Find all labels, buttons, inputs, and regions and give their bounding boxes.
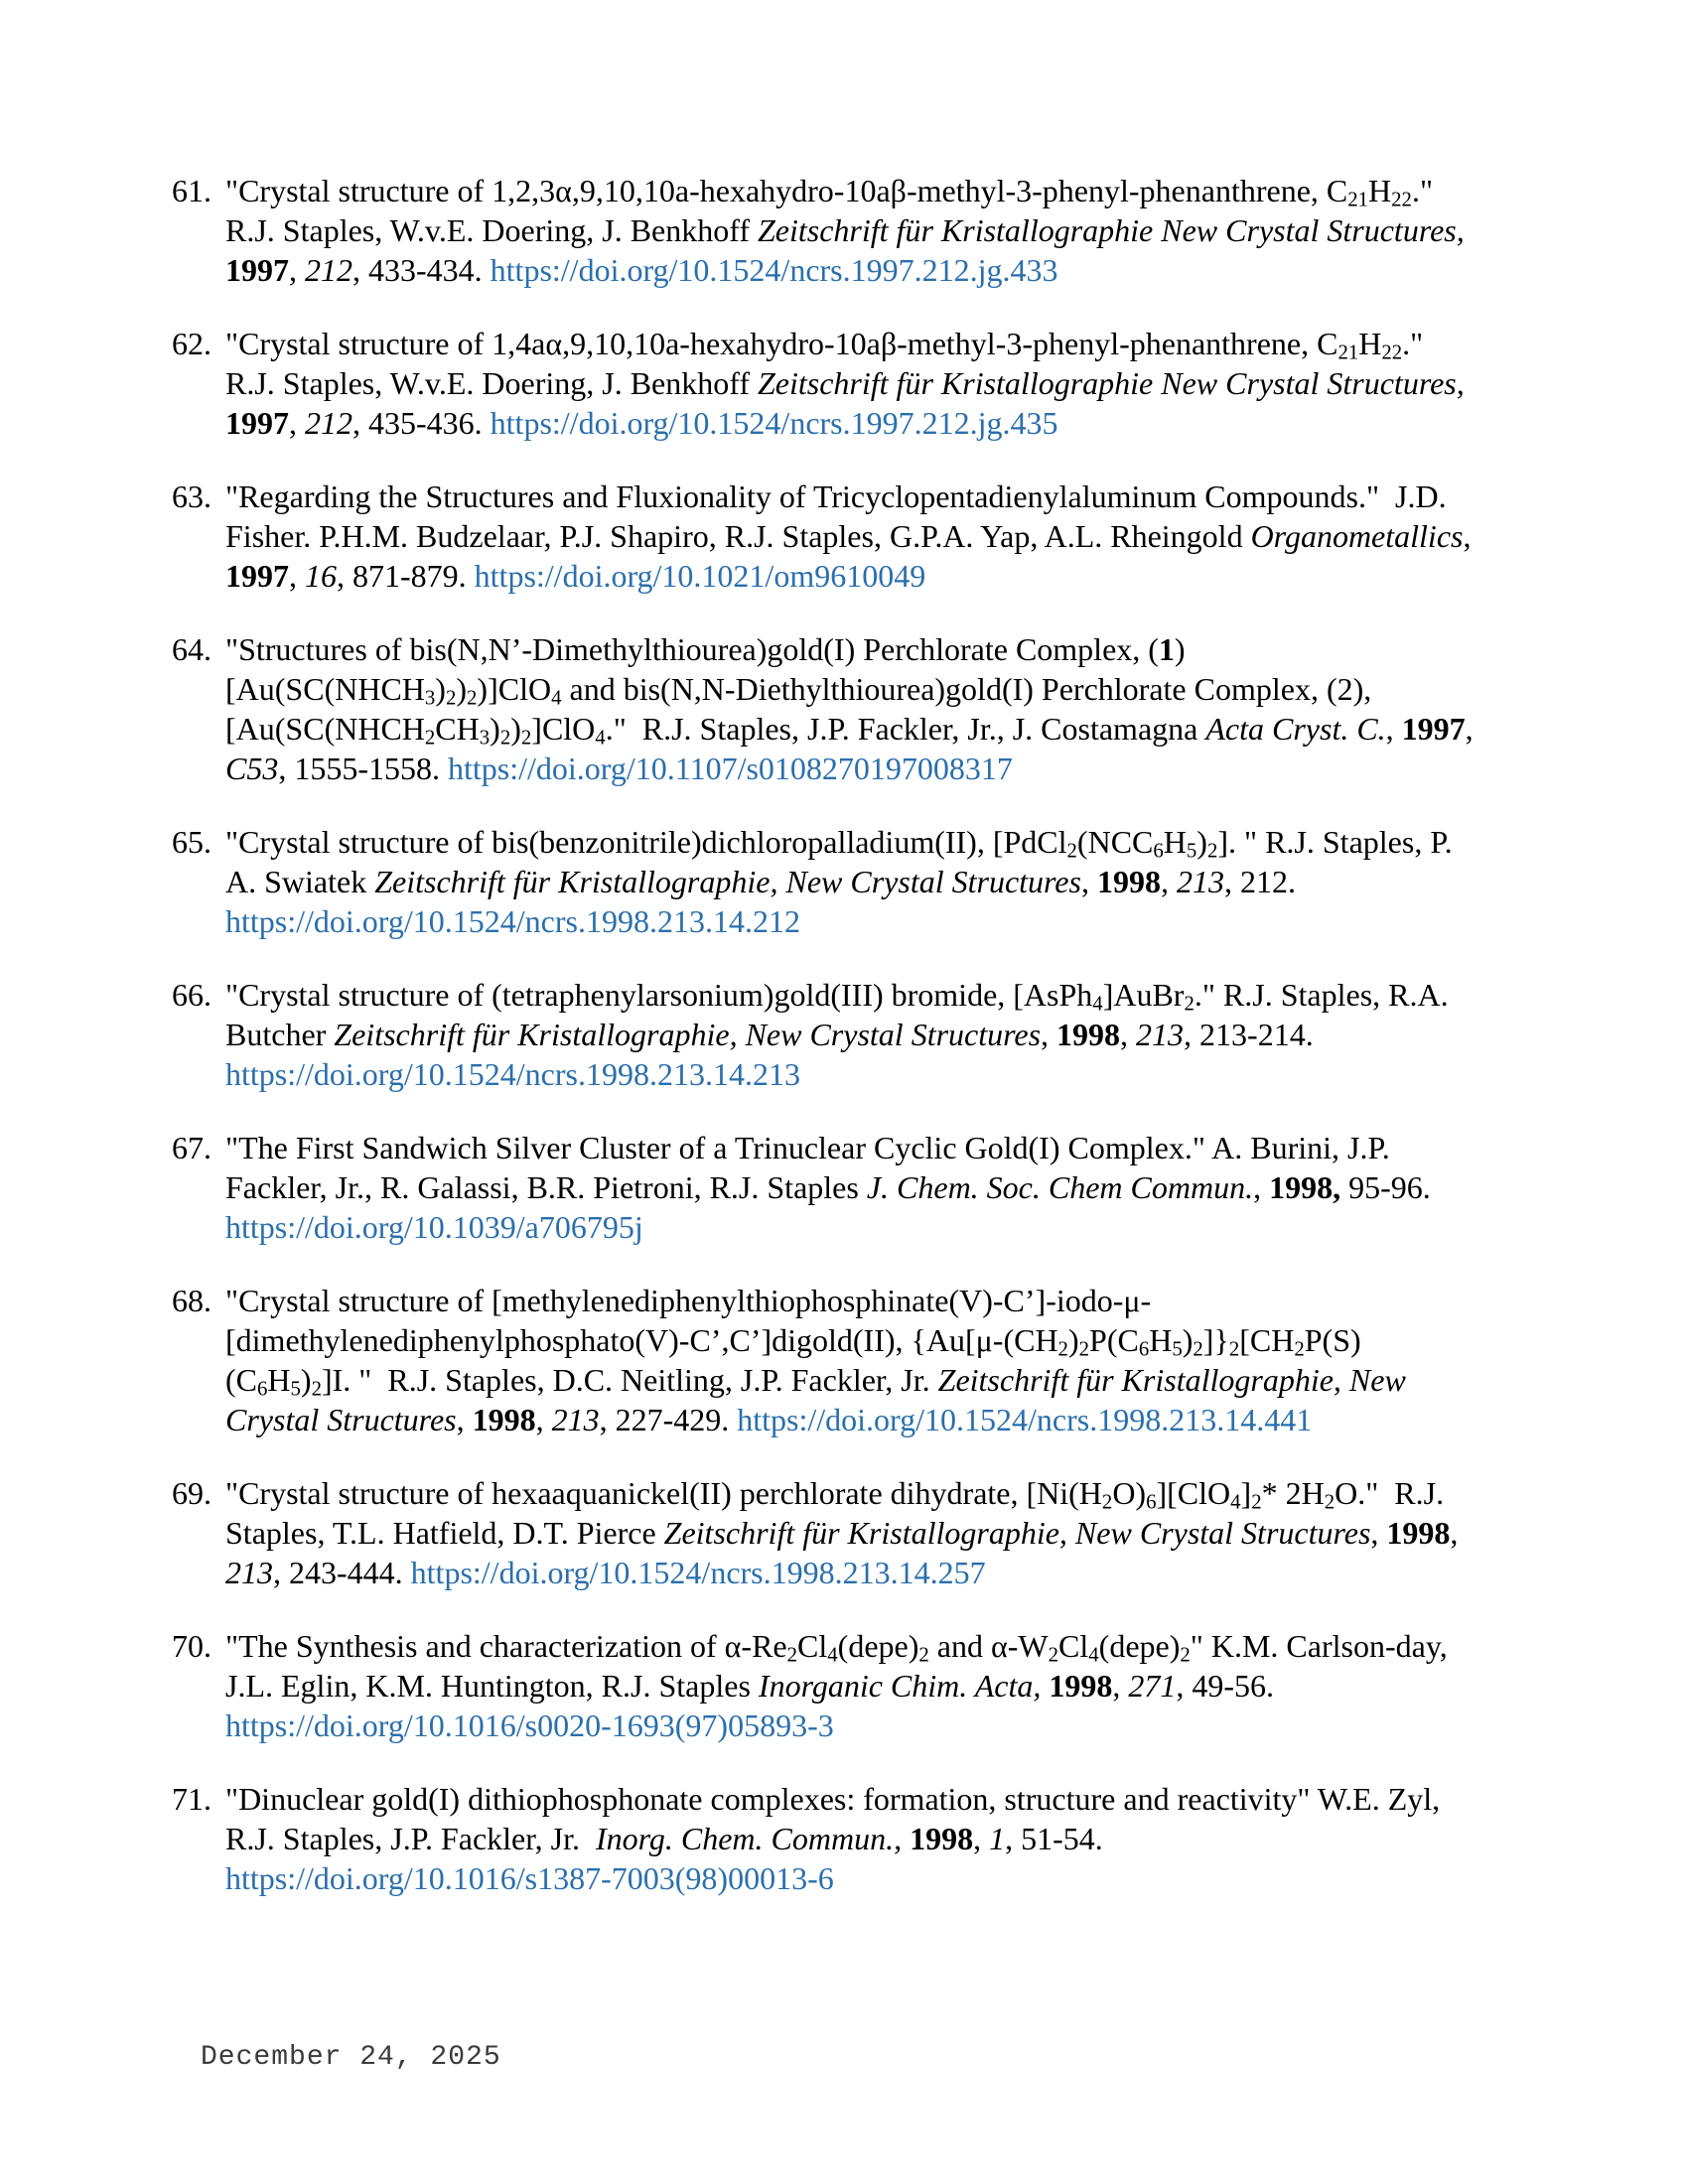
citation-segment: ] [1240,1475,1252,1511]
citation-segment: O) [1112,1475,1147,1511]
citation-segment: )]ClO [477,671,552,707]
citation-segment: ." R.J. Staples, R.A. Butcher [225,977,1457,1052]
citation-segment: 212 [305,252,352,288]
formula-subscript: 4 [595,726,606,750]
formula-subscript: 21 [1337,341,1359,364]
citation-segment: , 227-429. [599,1402,738,1437]
doi-link[interactable]: https://doi.org/10.1016/s1387-7003(98)00013-6 [225,1860,834,1896]
citation-segment: 1 [989,1821,1006,1856]
citation-segment: , [1080,864,1097,899]
citation-segment: , 433-434. [352,252,491,288]
formula-subscript: 3 [479,726,491,750]
citation-item [172,171,1482,290]
formula-subscript: 4 [551,686,562,710]
formula-subscript: 5 [290,1377,301,1401]
citation-segment: J. Chem. Soc. Chem Commun. [866,1169,1254,1205]
formula-subscript: 2 [1251,1490,1262,1514]
formula-subscript: 3 [424,686,436,710]
citation-segment: (depe) [1098,1628,1181,1664]
citation-segment: "The First Sandwich Silver Cluster of a Trinuclear Cyclic Gold(I) Complex." A. Burini, J.P. Fackler, Jr., R. Galassi, B.R. Pietroni, R.J. Staples [225,1130,1398,1205]
citation-segment: CH [435,711,480,747]
doi-link[interactable]: https://doi.org/10.1524/ncrs.1998.213.14.441 [737,1402,1313,1437]
citation-segment: "Crystal structure of bis(benzonitrile)dichloropalladium(II), [PdCl [225,824,1067,860]
citation-segment: H [1358,326,1382,361]
citation-segment: ]I. " R.J. Staples, D.C. Neitling, J.P. Fackler, Jr. [321,1362,938,1398]
citation-item [172,975,1482,1094]
formula-subscript: 2 [1180,1643,1191,1667]
citation-segment: ]. " R.J. Staples, P. A. Swiatek [225,824,1459,899]
citation-segment: 16 [305,558,337,594]
formula-subscript: 2 [445,686,457,710]
citation-segment: , 213-214. [1184,1017,1322,1052]
citation-number: 64. [172,631,211,667]
citation-item [172,324,1482,443]
citation-segment: , 51-54. [1005,1821,1111,1856]
citation-segment: ]AuBr [1102,977,1185,1013]
formula-subscript: 2 [311,1377,322,1401]
citation-number: 70. [172,1628,211,1664]
citation-segment: H [1368,173,1392,208]
citation-item [172,1128,1482,1247]
citation-segment: Acta Cryst. C. [1205,711,1386,747]
formula-subscript: 22 [1391,188,1412,211]
doi-link[interactable]: https://doi.org/10.1039/a706795j [225,1209,643,1245]
formula-subscript: 2 [520,726,532,750]
citation-segment: , [1463,518,1479,554]
formula-subscript: 2 [1184,992,1195,1016]
citation-text [225,1281,1479,1439]
formula-subscript: 4 [827,1643,838,1667]
citation-segment: 1998 [1056,1017,1121,1052]
citation-segment: H [1163,824,1187,860]
citation-item [172,822,1482,941]
citation-segment [1465,212,1473,248]
citation-segment: , [1120,1017,1137,1052]
formula-subscript: 2 [1057,1337,1068,1361]
citation-segment: C53 [225,751,279,786]
formula-subscript: 5 [1172,1337,1183,1361]
citation-segment: P(C [1089,1322,1139,1358]
formula-subscript: 2 [467,686,478,710]
citation-segment: , [1112,1668,1129,1704]
citation-item [172,1626,1482,1745]
citation-segment: 1 [1158,631,1175,667]
citation-segment: and α-W [928,1628,1049,1664]
doi-link[interactable]: https://doi.org/10.1016/s0020-1693(97)05893-3 [225,1707,834,1743]
citation-item [172,1779,1482,1898]
citation-text [225,1128,1479,1247]
formula-subscript: 2 [1193,1337,1203,1361]
formula-subscript: 2 [1101,1490,1113,1514]
citation-segment: ) [435,671,446,707]
citation-segment: 1997 [225,405,289,441]
citation-segment: [CH [1239,1322,1295,1358]
formula-subscript: 2 [1206,839,1218,863]
citation-segment: , [1041,1017,1057,1052]
citation-segment: 213 [1136,1017,1185,1052]
citation-number: 63. [172,478,211,514]
citation-segment: ) [490,711,500,747]
citation-segment: ) [Au(SC(NHCH [225,631,1194,707]
citation-text [225,1626,1479,1745]
citation-segment: Cl [1058,1628,1089,1664]
citation-segment: Zeitschrift für Kristallographie, New Crystal Structures [225,1362,1414,1437]
citation-text [225,477,1479,596]
citation-text [225,171,1479,290]
citation-segment: , [1385,711,1402,747]
footer-date: December 24, 2025 [201,2042,501,2073]
citation-segment: , 212. [1223,864,1304,899]
formula-subscript: 6 [1138,1337,1150,1361]
citation-text [225,1779,1479,1898]
citation-segment: "Regarding the Structures and Fluxionality of Tricyclopentadienylaluminum Compounds." J.D. Fisher. P.H.M. Budzelaar, P.J. Shapiro, R.J. Staples, G.P.A. Yap, A.L. Rheingold [225,478,1455,554]
citation-segment: , [973,1821,990,1856]
citation-segment: , 49-56. [1176,1668,1282,1704]
citation-segment: P(S)(C [225,1322,1361,1398]
citation-segment: "Crystal structure of 1,4aα,9,10,10a-hexahydro-10aβ-methyl-3-phenyl-phenanthrene, C [225,326,1338,361]
formula-subscript: 2 [1048,1643,1059,1667]
citation-segment: ]} [1202,1322,1229,1358]
citation-list [172,171,1482,1932]
citation-number: 69. [172,1475,211,1511]
formula-subscript: 2 [918,1643,929,1667]
citation-segment: , [535,1402,552,1437]
citation-number: 62. [172,326,211,361]
citation-segment: "Structures of bis(N,N’-Dimethylthiourea)gold(I) Perchlorate Complex, ( [225,631,1159,667]
citation-segment: ." R.J. Staples, W.v.E. Doering, J. Benkhoff [225,173,1449,248]
doi-link[interactable]: https://doi.org/10.1107/s0108270197008317 [448,751,1013,786]
formula-subscript: 22 [1381,341,1403,364]
citation-segment: 271 [1128,1668,1177,1704]
citation-segment: 1997 [1401,711,1466,747]
formula-subscript: 21 [1347,188,1369,211]
citation-segment: 1998 [1386,1515,1451,1551]
formula-subscript: 5 [1186,839,1197,863]
citation-item [172,1473,1482,1592]
formula-subscript: 4 [1092,992,1103,1016]
citation-segment: O." R.J. Staples, T.L. Hatfield, D.T. Pierce [225,1475,1453,1551]
citation-segment: Inorg. Chem. Commun., [595,1821,903,1856]
citation-segment [1465,365,1473,401]
citation-text [225,629,1479,788]
citation-segment: 95-96. [1340,1169,1439,1205]
citation-segment: and bis(N,N-Diethylthiourea)gold(I) Perchlorate Complex, (2), [Au(SC(NHCH [225,671,1380,747]
citation-segment: Cl [797,1628,828,1664]
formula-subscript: 2 [786,1643,798,1667]
citation-segment: 213 [551,1402,600,1437]
doi-link[interactable]: https://doi.org/10.1524/ncrs.1998.213.14.213 [225,1056,800,1092]
citation-segment: Zeitschrift für Kristallographie, New Crystal Structures [374,864,1081,899]
citation-number: 71. [172,1781,211,1817]
citation-segment: 1998 [910,1821,974,1856]
formula-subscript: 6 [1153,839,1164,863]
citation-segment: ) [456,671,468,707]
citation-segment: , [456,1402,473,1437]
citation-segment: 1997 [225,558,289,594]
citation-segment: , [1370,1515,1387,1551]
citation-segment: Organometallics [1250,518,1464,554]
citation-segment: 1998 [472,1402,536,1437]
citation-item [172,1281,1482,1439]
doi-link[interactable]: https://doi.org/10.1524/ncrs.1997.212.jg.435 [490,405,1058,441]
citation-segment: ) [300,1362,312,1398]
citation-segment: , 243-444. [273,1555,411,1590]
citation-item [172,629,1482,788]
citation-segment: ." R.J. Staples, J.P. Fackler, Jr., J. Costamagna [605,711,1206,747]
citation-segment: ." R.J. Staples, W.v.E. Doering, J. Benkhoff [225,326,1440,401]
citation-segment: Zeitschrift für Kristallographie New Crystal Structures, [757,365,1465,401]
citation-segment: , [289,252,305,288]
citation-segment: ) [510,711,521,747]
citation-segment: Zeitschrift für Kristallographie, New Crystal Structures [663,1515,1371,1551]
citation-segment: 1998 [1096,864,1161,899]
citation-segment: Zeitschrift für Kristallographie New Crystal Structures, [757,212,1465,248]
citation-text [225,975,1479,1094]
citation-segment: , [1253,1169,1270,1205]
citation-number: 67. [172,1130,211,1165]
citation-segment: , [1160,864,1177,899]
citation-segment: 1997 [225,252,289,288]
formula-subscript: 4 [1230,1490,1241,1514]
citation-number: 66. [172,977,211,1013]
citation-segment: ) [1182,1322,1194,1358]
citation-segment: "Crystal structure of [methylenediphenylthiophosphinate(V)-C’]-iodo-μ-[dimethylenediphenylphosphato(V)-C’,C’]digold(II), {Au[μ-(CH [225,1283,1152,1358]
citation-segment: , 871-879. [337,558,475,594]
formula-subscript: 6 [257,1377,268,1401]
formula-subscript: 2 [499,726,511,750]
doi-link[interactable]: https://doi.org/10.1021/om9610049 [474,558,926,594]
citation-segment: ][ClO [1156,1475,1231,1511]
citation-segment: ) [1067,1322,1079,1358]
formula-subscript: 2 [1228,1337,1240,1361]
citation-segment: , [289,405,305,441]
citation-segment: 212 [305,405,352,441]
citation-segment: ]ClO [531,711,596,747]
doi-link[interactable]: https://doi.org/10.1524/ncrs.1998.213.14.257 [410,1555,986,1590]
citation-text [225,1473,1479,1592]
citation-segment: H [1149,1322,1173,1358]
citation-segment: "The Synthesis and characterization of α-Re [225,1628,787,1664]
citation-segment: , 435-436. [352,405,491,441]
citation-segment: "Crystal structure of hexaaquanickel(II) perchlorate dihydrate, [Ni(H [225,1475,1102,1511]
formula-subscript: 2 [1324,1490,1336,1514]
citation-segment: "Crystal structure of 1,2,3α,9,10,10a-hexahydro-10aβ-methyl-3-phenyl-phenanthrene, C [225,173,1348,208]
citation-segment: 213 [1176,864,1224,899]
citation-segment: " K.M. Carlson-day, J.L. Eglin, K.M. Huntington, R.J. Staples [225,1628,1456,1704]
citation-segment: "Crystal structure of (tetraphenylarsonium)gold(III) bromide, [AsPh [225,977,1093,1013]
citation-segment: 1998, [1269,1169,1341,1205]
citation-segment: , [289,558,305,594]
formula-subscript: 2 [1066,839,1077,863]
citation-segment: (NCC [1076,824,1154,860]
citation-segment: 1998 [1049,1668,1113,1704]
citation-segment: "Dinuclear gold(I) dithiophosphonate complexes: formation, structure and reactivity" W.E. Zyl, R.J. Staples, J.P. Fackler, Jr. [225,1781,1449,1856]
citation-item [172,477,1482,596]
citation-segment: (depe) [837,1628,919,1664]
citation-segment: 213 [225,1555,273,1590]
citation-segment: , 1555-1558. [278,751,448,786]
citation-segment: Inorganic Chim. Acta, [758,1668,1042,1704]
citation-segment [902,1821,910,1856]
citation-text [225,324,1479,443]
citation-segment: H [267,1362,291,1398]
citation-segment: , [1450,1515,1467,1551]
formula-subscript: 2 [1078,1337,1090,1361]
formula-subscript: 4 [1088,1643,1099,1667]
citation-number: 65. [172,824,211,860]
doi-link[interactable]: https://doi.org/10.1524/ncrs.1997.212.jg.433 [490,252,1058,288]
citation-text [225,822,1479,941]
citation-segment: , [1465,711,1481,747]
citation-number: 68. [172,1283,211,1318]
formula-subscript: 6 [1146,1490,1157,1514]
citation-segment: Zeitschrift für Kristallographie, New Crystal Structures [334,1017,1042,1052]
formula-subscript: 2 [424,726,436,750]
formula-subscript: 2 [1294,1337,1305,1361]
citation-number: 61. [172,173,211,208]
citation-segment: * 2H [1261,1475,1325,1511]
doi-link[interactable]: https://doi.org/10.1524/ncrs.1998.213.14.212 [225,903,800,939]
citation-segment: ) [1196,824,1207,860]
